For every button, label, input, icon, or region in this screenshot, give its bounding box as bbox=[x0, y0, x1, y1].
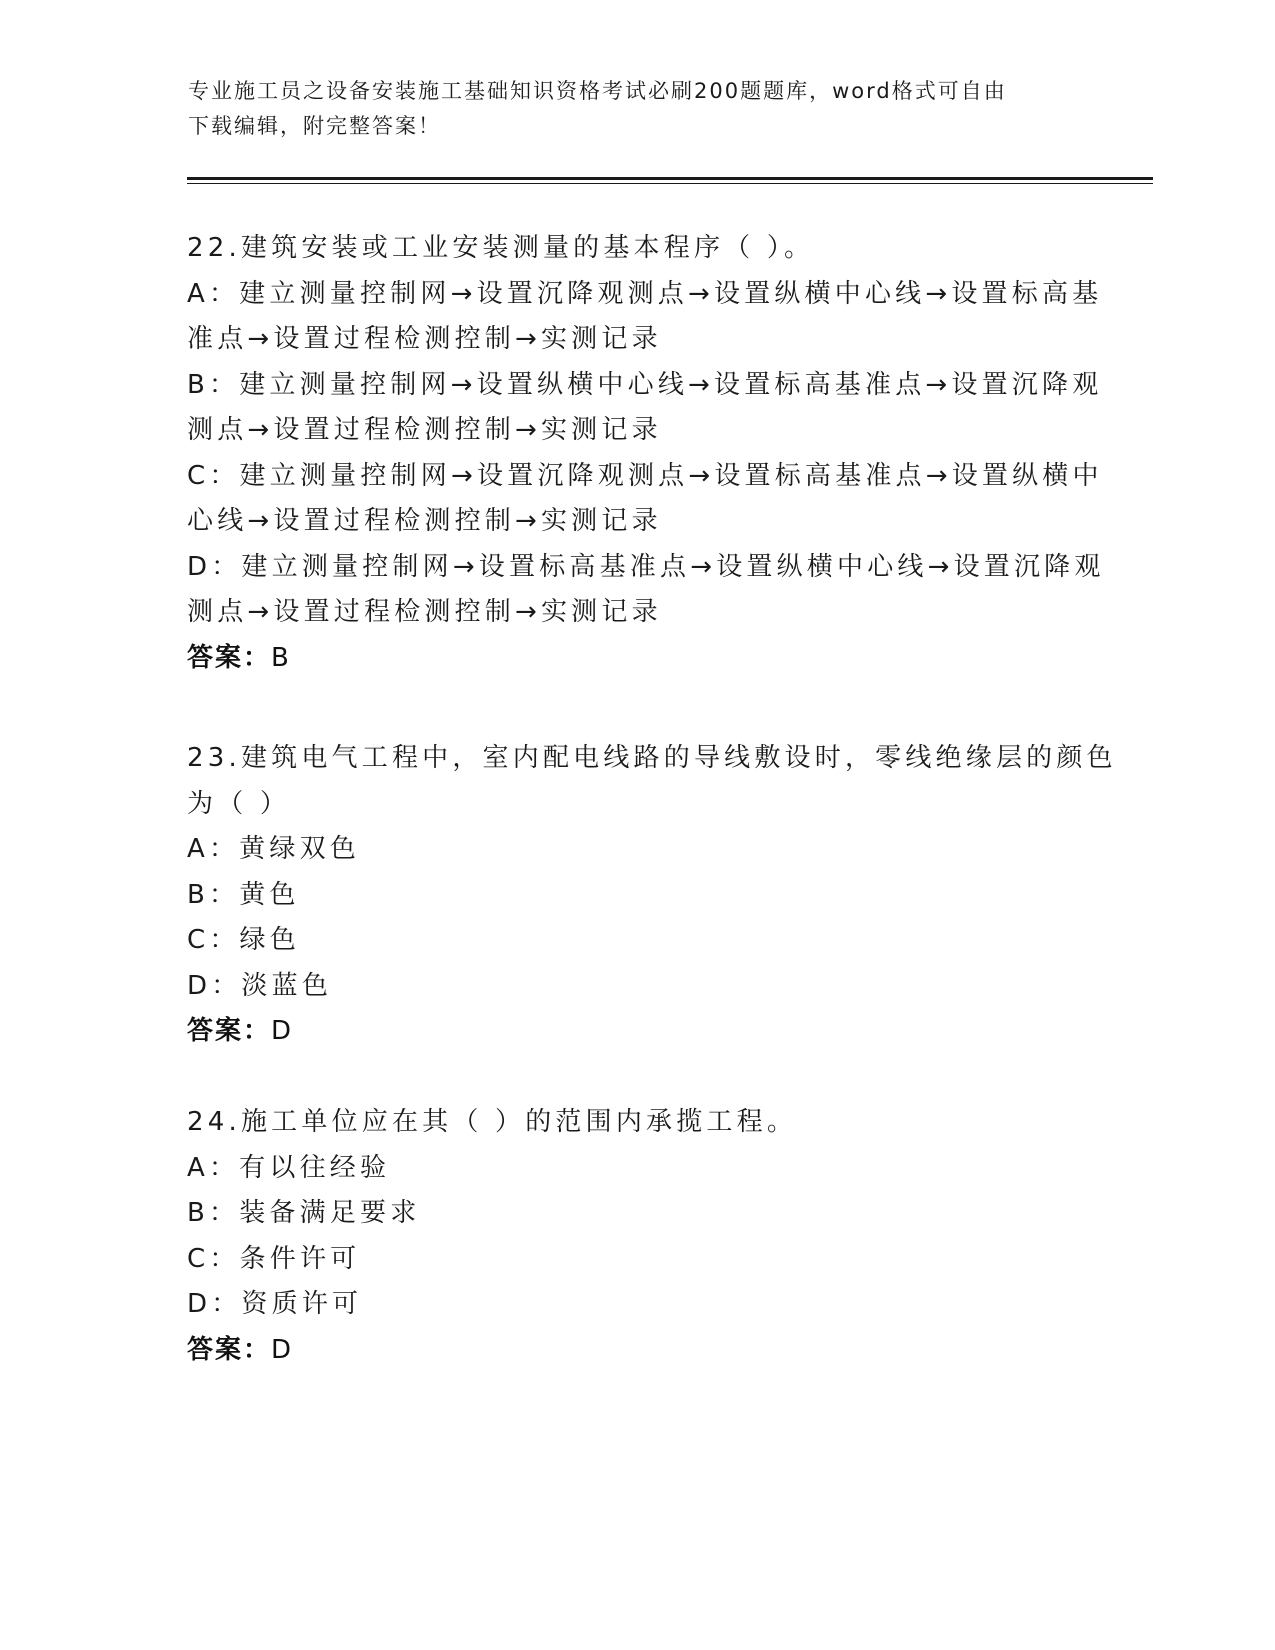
option-b: B：建立测量控制网→设置纵横中心线→设置标高基准点→设置沉降观 bbox=[187, 369, 1103, 400]
option-c: C：建立测量控制网→设置沉降观测点→设置标高基准点→设置纵横中 bbox=[187, 460, 1103, 491]
option-a: A：有以往经验 bbox=[187, 1152, 391, 1183]
answer-label: 答案： bbox=[187, 1334, 272, 1365]
answer-value: D bbox=[271, 1334, 293, 1365]
option-d-cont: 测点→设置过程检测控制→实测记录 bbox=[187, 597, 662, 627]
document-header bbox=[188, 74, 1088, 144]
question-stem-cont: 为（ ） bbox=[187, 788, 291, 819]
option-b: B：装备满足要求 bbox=[187, 1198, 421, 1228]
question-22 bbox=[187, 226, 1105, 681]
option-d: D：淡蓝色 bbox=[187, 970, 333, 1001]
option-b: B：黄色 bbox=[187, 879, 300, 910]
option-b-cont: 测点→设置过程检测控制→实测记录 bbox=[187, 415, 662, 445]
header-divider-thick bbox=[187, 177, 1153, 180]
answer bbox=[187, 636, 1087, 682]
option-c: C：条件许可 bbox=[187, 1243, 361, 1274]
option-a-cont: 准点→设置过程检测控制→实测记录 bbox=[187, 324, 662, 354]
option-a: A：建立测量控制网→设置沉降观测点→设置纵横中心线→设置标高基 bbox=[187, 278, 1103, 309]
option-c-cont: 心线→设置过程检测控制→实测记录 bbox=[187, 506, 662, 536]
option-c: C：绿色 bbox=[187, 925, 300, 955]
header-divider-thin bbox=[187, 183, 1153, 184]
question-24 bbox=[187, 1100, 1087, 1373]
answer-value: D bbox=[271, 1016, 293, 1046]
answer-value: B bbox=[271, 642, 290, 673]
question-stem: 22.建筑安装或工业安装测量的基本程序（ ）。 bbox=[187, 233, 815, 263]
answer bbox=[187, 1328, 1087, 1374]
question-stem: 24.施工单位应在其（ ）的范围内承揽工程。 bbox=[187, 1107, 798, 1137]
question-stem: 23.建筑电气工程中，室内配电线路的导线敷设时，零线绝缘层的颜色 bbox=[187, 743, 1117, 773]
option-d: D：建立测量控制网→设置标高基准点→设置纵横中心线→设置沉降观 bbox=[187, 551, 1105, 582]
answer-label: 答案： bbox=[187, 1016, 272, 1046]
answer-label: 答案： bbox=[187, 642, 272, 673]
option-d: D：资质许可 bbox=[187, 1289, 363, 1319]
option-a: A：黄绿双色 bbox=[187, 834, 360, 864]
header-line-1: 专业施工员之设备安装施工基础知识资格考试必刷200题题库，word格式可自由 bbox=[188, 79, 1007, 103]
header-line-2: 下载编辑，附完整答案！ bbox=[188, 114, 441, 138]
question-23 bbox=[187, 736, 1117, 1055]
answer bbox=[187, 1009, 1087, 1055]
